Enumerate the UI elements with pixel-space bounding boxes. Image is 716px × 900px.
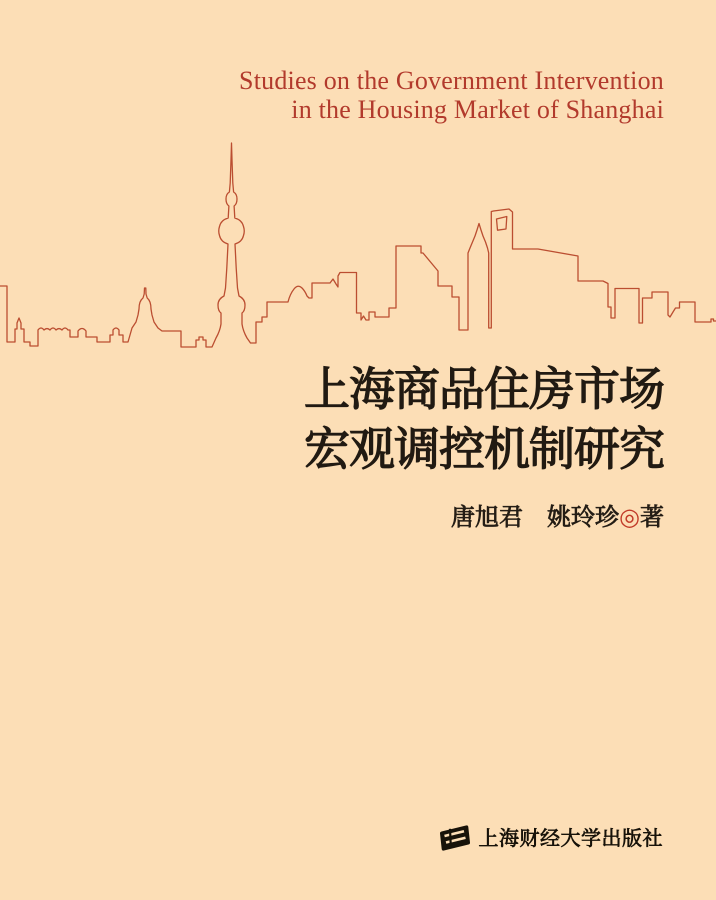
author-line [451,504,664,532]
book-title-line1: 上海商品住房市场 [304,364,664,415]
publisher-logo-icon [437,823,471,851]
book-title [304,360,664,480]
english-subtitle-line2: in the Housing Market of Shanghai [291,95,664,124]
english-subtitle-line1: Studies on the Government Intervention [239,66,664,95]
publisher-name: 上海财经大学出版社 [478,828,663,850]
author-role: 著 [640,505,664,531]
author-names: 唐旭君 姚玲珍 [451,505,620,531]
publisher-block [437,822,664,851]
author-marker-icon: ◎ [619,505,640,531]
book-title-line2: 宏观调控机制研究 [304,424,664,475]
